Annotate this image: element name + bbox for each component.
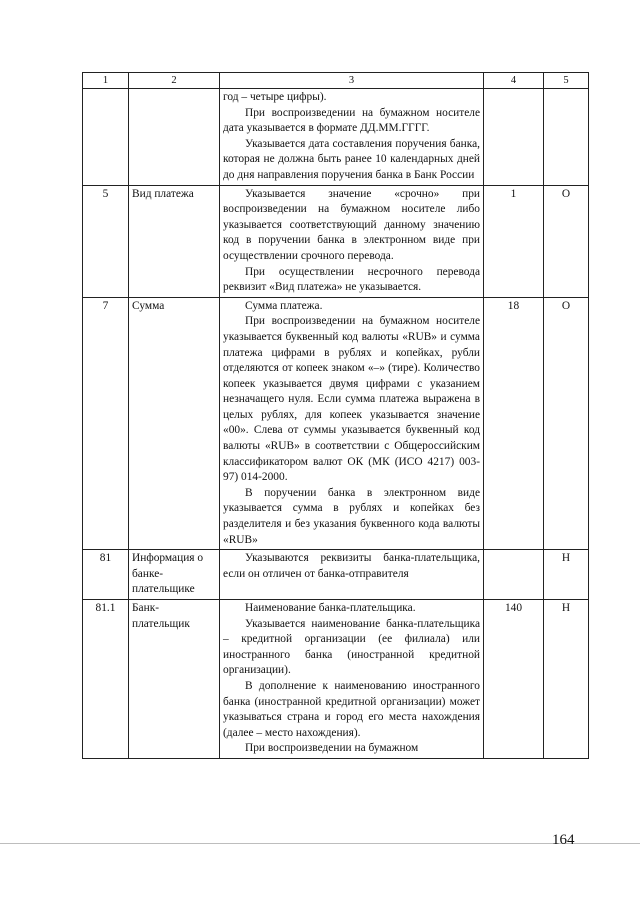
field-length: 140: [484, 600, 544, 759]
description-paragraph: В поручении банка в электронном виде указывается сумма в рублях и копейках без разделителя и без указания буквенного кода валюты «RUB»: [223, 486, 480, 546]
requisite-name: [129, 89, 220, 186]
requisite-description: [220, 550, 484, 600]
required-flag: Н: [544, 550, 589, 600]
header-cell-2: 2: [129, 73, 220, 89]
field-length: [484, 89, 544, 186]
table-row: [83, 297, 589, 550]
required-flag: Н: [544, 600, 589, 759]
description-paragraph: Указывается значение «срочно» при воспроизведении на бумажном носителе либо указывается соответствующий данному значению код в поручении банка в электронном виде при осуществлении срочного перевода.: [223, 187, 480, 262]
description-paragraph: При воспроизведении на бумажном носителе указывается буквенный код валюты «RUB» и сумма платежа цифрами в рублях и копейках, рубли отделяются от копеек знаком «–» (тире). Количество копеек указывается двумя цифрами с указанием незначащего нуля. Если сумма платежа выражена в целых рублях, для копеек указывается значение «00». Слева от суммы указывается буквенный код валюты «RUB» в соответствии с Общероссийским классификатором валют ОК (МК (ИСО 4217) 003-97) 014-2000.: [223, 315, 480, 484]
table-row: [83, 600, 589, 759]
requisites-table: [82, 72, 589, 759]
requisite-number: 81.1: [83, 600, 129, 759]
footer-divider: [0, 843, 640, 844]
header-row: [83, 73, 589, 89]
requisite-name: Информация о банке-плательщике: [129, 550, 220, 600]
requisite-name: Банк-плательщик: [129, 600, 220, 759]
field-length: 18: [484, 297, 544, 550]
requisite-number: 81: [83, 550, 129, 600]
table-row: [83, 550, 589, 600]
header-cell-4: 4: [484, 73, 544, 89]
table-row: [83, 185, 589, 297]
description-paragraph: При воспроизведении на бумажном: [245, 742, 419, 755]
requisite-name: Сумма: [129, 297, 220, 550]
table-row: [83, 89, 589, 186]
requisite-number: [83, 89, 129, 186]
page-number: 164: [552, 832, 575, 848]
field-length: [484, 550, 544, 600]
description-paragraph: Указываются реквизиты банка-плательщика, если он отличен от банка-отправителя: [223, 552, 480, 580]
required-flag: О: [544, 185, 589, 297]
requisite-description: [220, 600, 484, 759]
header-cell-5: 5: [544, 73, 589, 89]
description-paragraph: Указывается дата составления поручения банка, которая не должна быть ранее 10 календарных дней до дня направления поручения банка в Банк России: [223, 137, 480, 181]
required-flag: О: [544, 297, 589, 550]
table-body: [83, 89, 589, 759]
description-paragraph: При осуществлении несрочного перевода реквизит «Вид платежа» не указывается.: [223, 265, 480, 294]
requisite-description: [220, 89, 484, 186]
requisite-name: Вид платежа: [129, 185, 220, 297]
description-paragraph: Указывается наименование банка-плательщика – кредитной организации (ее филиала) или иностранного банка (иностранной кредитной организации).: [223, 617, 480, 677]
field-length: 1: [484, 185, 544, 297]
requisite-number: 7: [83, 297, 129, 550]
description-paragraph: год – четыре цифры).: [223, 91, 327, 103]
header-cell-3: 3: [220, 73, 484, 89]
description-paragraph: Сумма платежа.: [245, 299, 323, 312]
requisite-description: [220, 297, 484, 550]
requisite-description: [220, 185, 484, 297]
header-cell-1: 1: [83, 73, 129, 89]
description-paragraph: В дополнение к наименованию иностранного банка (иностранной кредитной организации) может указываться страна и город его места нахождения (далее – место нахождения).: [223, 679, 480, 739]
description-paragraph: Наименование банка-плательщика.: [245, 602, 416, 614]
requisite-number: 5: [83, 185, 129, 297]
required-flag: [544, 89, 589, 186]
description-paragraph: При воспроизведении на бумажном носителе дата указывается в формате ДД.ММ.ГГГГ.: [223, 106, 480, 135]
